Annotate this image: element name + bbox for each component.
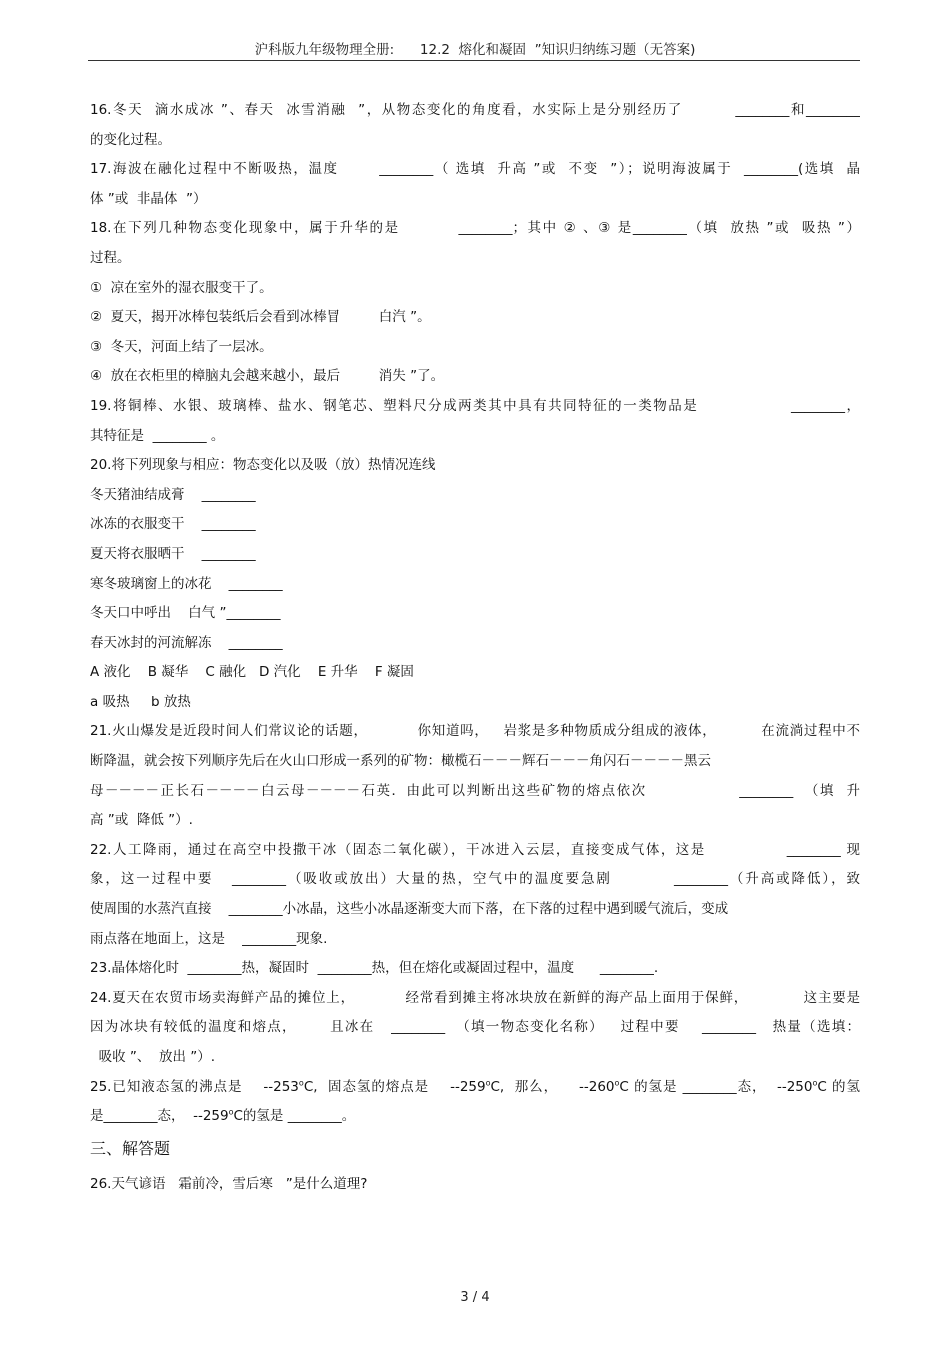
text-line-q17-1: 17.海波在融化过程中不断吸热，温度 ________（ 选填 升高 ”或 不变 ”）；说明海波属于 ________(选填 晶 <box>90 161 860 178</box>
question-25-line-2: 是________态， --259$^o$C的氢是 ________。 <box>90 1107 356 1125</box>
text-line-q20-e: 冬天口中呼出 白气 ”________ <box>90 605 281 622</box>
text-line-q20-opt1: A 液化 B 凝华 C 融化 D 汽化 E 升华 F 凝固 <box>90 664 414 681</box>
text-line-q22-1: 22.人工降雨，通过在高空中投撒干冰（固态二氧化碳），干冰进入云层，直接变成气体，这是 ________ 现 <box>90 841 860 858</box>
text-line-q19-2: 其特征是 ________ 。 <box>90 427 225 444</box>
text-line-q20-b: 冰冻的衣服变干 ________ <box>90 516 256 533</box>
document-body <box>90 96 860 1199</box>
text-line-q22-4: 雨点落在地面上，这是 ________现象. <box>90 930 328 947</box>
text-line-q21-3: 母－－－－正长石－－－－白云母－－－－石英．由此可以判断出这些矿物的熔点依次 ________ （填 升 <box>90 782 860 799</box>
text-line-q24-1: 24.夏天在农贸市场卖海鲜产品的摊位上， 经常看到摊主将冰块放在新鲜的海产品上面用于保鲜， 这主要是 <box>90 989 860 1006</box>
text-line-q18-o4: ④ 放在衣柜里的樟脑丸会越来越小，最后 消失 ”了。 <box>90 368 445 385</box>
text-line-q20-a: 冬天猪油结成膏 ________ <box>90 486 256 503</box>
text-line-q18-o3: ③ 冬天，河面上结了一层冰。 <box>90 338 273 355</box>
text-line-q20-c: 夏天将衣服晒干 ________ <box>90 545 256 562</box>
text-line-q24-3: 吸收 ”、 放出 ”）. <box>90 1049 216 1065</box>
header-rule <box>88 60 860 61</box>
text-line-q18-o1: ① 凉在室外的湿衣服变干了。 <box>90 279 273 296</box>
section-title: 三、解答题 <box>90 1138 171 1158</box>
text-line-q19-1: 19.将铜棒、水银、玻璃棒、盐水、钢笔芯、塑料尺分成两类其中具有共同特征的一类物品是 ________， <box>90 397 860 414</box>
text-line-q18-o2: ② 夏天，揭开冰棒包装纸后会看到冰棒冒 白汽 ”。 <box>90 309 431 326</box>
text-line-q17-2: 体 ”或 非晶体 ”） <box>90 190 207 207</box>
text-line-q16-2: 的变化过程。 <box>90 131 171 148</box>
text-line-q21-2: 断降温，就会按下列顺序先后在火山口形成一系列的矿物：橄榄石－－－辉石－－－角闪石－－－－黑云 <box>90 753 711 770</box>
text-line-q20-d: 寒冬玻璃窗上的冰花 ________ <box>90 575 283 592</box>
text-line-q22-3: 使周围的水蒸汽直接 ________小冰晶，这些小冰晶逐渐变大而下落，在下落的过程中遇到暖气流后，变成 <box>90 901 729 918</box>
text-line-q22-2: 象，这一过程中要 ________（吸收或放出）大量的热，空气中的温度要急剧 ________（升高或降低），致 <box>90 871 860 888</box>
text-line-q21-1: 21.火山爆发是近段时间人们常议论的话题， 你知道吗， 岩浆是多种物质成分组成的液体， 在流淌过程中不 <box>90 723 860 740</box>
page-number: 3 / 4 <box>460 1290 490 1305</box>
text-line-q20-f: 春天冰封的河流解冻 ________ <box>90 634 283 651</box>
text-line-q16-1: 16.冬天 滴水成冰 ”、春天 冰雪消融 ”，从物态变化的角度看，水实际上是分别经历了 ________和________ <box>90 102 860 118</box>
text-line-q21-4: 高 ”或 降低 ”）. <box>90 812 193 829</box>
question-25-line-1: 25.已知液态氢的沸点是 --253$^o$C, 固态氢的熔点是 --259$^o$C, 那么， --260$^o$C 的氢是 ________态， --250$^o$C 的氢 <box>90 1078 860 1095</box>
text-line-q24-2: 因为冰块有较低的温度和熔点， 且冰在 ________ （填一物态变化名称） 过程中要 ________ 热量（选填： <box>90 1019 860 1036</box>
text-line-q20-opt2: a 吸热 b 放热 <box>90 693 191 710</box>
text-line-q18-1: 18.在下列几种物态变化现象中，属于升华的是 ________；其中 ② 、③ 是________（填 放热 ”或 吸热 ”） <box>90 220 860 237</box>
text-line-q20-1: 20.将下列现象与相应：物态变化以及吸（放）热情况连线 <box>90 457 436 474</box>
page-header: 沪科版九年级物理全册: 12.2 熔化和凝固 ”知识归纳练习题（无答案) <box>254 42 696 58</box>
text-line-q23: 23.晶体熔化时 ________热，凝固时 ________热，但在熔化或凝固过程中，温度 ________. <box>90 960 659 977</box>
question-lines <box>90 96 860 1073</box>
question-26: 26.天气谚语 霜前冷，雪后寒 ”是什么道理? <box>90 1175 368 1192</box>
text-line-q18-2: 过程。 <box>90 249 131 266</box>
